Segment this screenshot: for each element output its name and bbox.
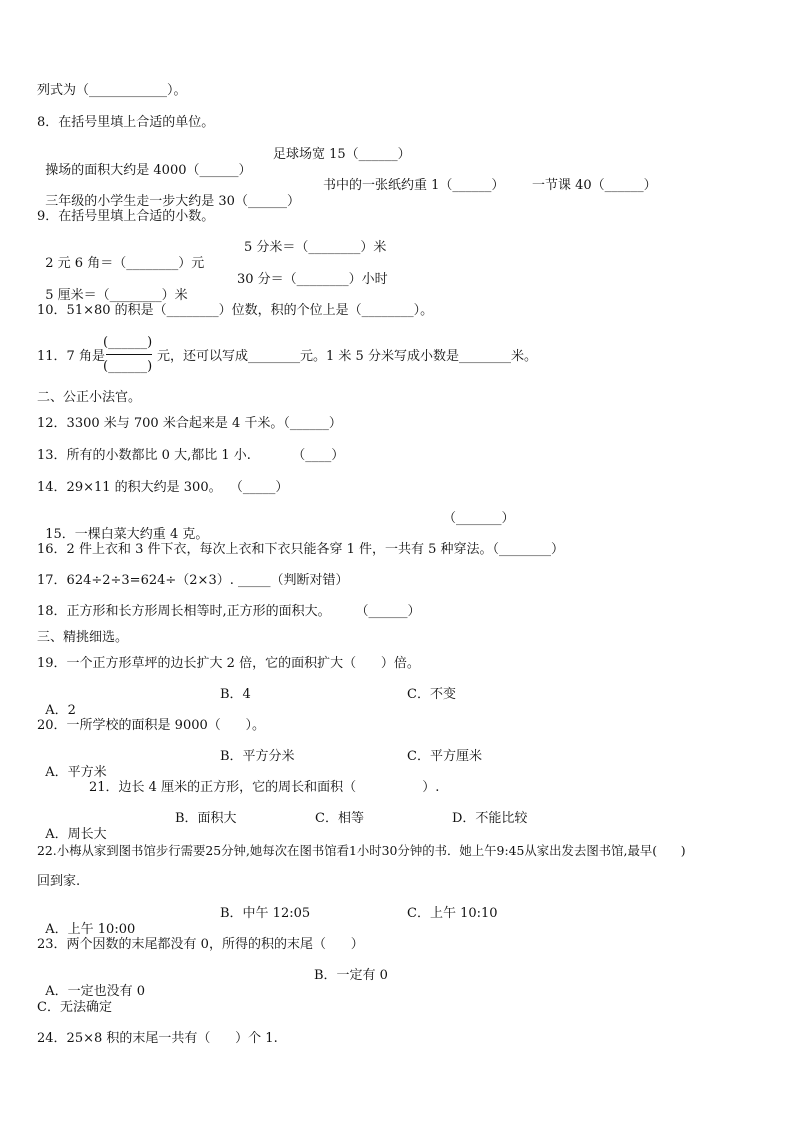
option-b: B．中午 12:05 xyxy=(220,906,311,921)
section-3-heading: 三、精挑细选。 xyxy=(37,630,129,645)
question-22-continued: 回到家. xyxy=(37,874,81,889)
option-c: C．相等 xyxy=(315,811,364,826)
q15-answer-blank: （_______） xyxy=(443,511,515,526)
question-23-option-c: C．无法确定 xyxy=(37,1000,112,1015)
question-11-fraction xyxy=(103,335,155,377)
q9-centimeter: 5 厘米＝（________）米 xyxy=(45,288,188,303)
option-a: A．一定也没有 0 xyxy=(45,984,146,999)
option-c: C．上午 10:10 xyxy=(407,906,498,921)
q8-field-width: 足球场宽 15（______） xyxy=(273,147,411,162)
option-a: A．上午 10:00 xyxy=(45,922,136,937)
question-10: 10．51×80 的积是（________）位数，积的个位上是（________）。 xyxy=(37,303,434,318)
q9-minutes: 30 分＝（________）小时 xyxy=(237,272,388,287)
question-18: 18．正方形和长方形周长相等时,正方形的面积大。 （______） xyxy=(37,604,421,619)
question-19: 19．一个正方形草坪的边长扩大 2 倍，它的面积扩大（ ）倍。 xyxy=(37,656,420,671)
question-23: 23．两个因数的末尾都没有 0，所得的积的末尾（ ） xyxy=(37,937,364,952)
question-16: 16．2 件上衣和 3 件下衣，每次上衣和下衣只能各穿 1 件，一共有 5 种穿法。（________） xyxy=(37,542,565,557)
q9-yuan-jiao: 2 元 6 角＝（________）元 xyxy=(45,256,205,271)
answer-expression-line: 列式为（____________）。 xyxy=(37,83,187,98)
option-d: D．不能比较 xyxy=(452,811,528,826)
question-17: 17．624÷2÷3=624÷（2×3）. _____（判断对错） xyxy=(37,573,349,588)
q8-playground-area: 操场的面积大约是 4000（______） xyxy=(45,163,252,178)
q8-step-length: 三年级的小学生走一步大约是 30（______） xyxy=(45,194,300,209)
option-a: A．2 xyxy=(45,703,76,718)
question-9-prompt: 9．在括号里填上合适的小数。 xyxy=(37,209,215,224)
option-a: A．周长大 xyxy=(45,827,107,842)
option-b: B．面积大 xyxy=(175,811,237,826)
fraction-denominator-blank: (______) xyxy=(103,359,153,374)
q8-paper-weight: 书中的一张纸约重 1（______） xyxy=(323,178,505,193)
question-14: 14．29×11 的积大约是 300。 （_____） xyxy=(37,480,289,495)
question-12: 12．3300 米与 700 米合起来是 4 千米。（______） xyxy=(37,416,342,431)
question-21: 21．边长 4 厘米的正方形，它的周长和面积（ ）. xyxy=(89,780,440,795)
question-20: 20．一所学校的面积是 9000（ ）。 xyxy=(37,718,266,733)
q9-decimeter: 5 分米＝（________）米 xyxy=(244,240,387,255)
question-24: 24．25×8 积的末尾一共有（ ）个 1. xyxy=(37,1031,278,1046)
fraction-numerator-blank: (______) xyxy=(103,335,153,350)
option-c: C．不变 xyxy=(407,687,456,702)
option-b: B．平方分米 xyxy=(220,749,295,764)
fraction-bar xyxy=(106,354,152,355)
q15-statement: 15．一棵白菜大约重 4 克。 xyxy=(45,527,209,542)
section-2-heading: 二、公正小法官。 xyxy=(37,390,142,405)
question-11-rest: 元，还可以写成________元。1 米 5 分米写成小数是________米。 xyxy=(157,349,537,364)
question-11-label: 11．7 角是 xyxy=(37,349,105,364)
option-b: B．一定有 0 xyxy=(314,968,388,983)
option-c: C．平方厘米 xyxy=(407,749,482,764)
question-13: 13．所有的小数都比 0 大,都比 1 小. （____） xyxy=(37,448,345,463)
question-22: 22.小梅从家到图书馆步行需要25分钟,她每次在图书馆看1小时30分钟的书．她上午9:45从家出发去图书馆,最早( ) xyxy=(37,843,686,858)
option-a: A．平方米 xyxy=(45,765,107,780)
q8-class-duration: 一节课 40（______） xyxy=(532,178,657,193)
option-b: B．4 xyxy=(220,687,251,702)
question-8-prompt: 8．在括号里填上合适的单位。 xyxy=(37,115,215,130)
